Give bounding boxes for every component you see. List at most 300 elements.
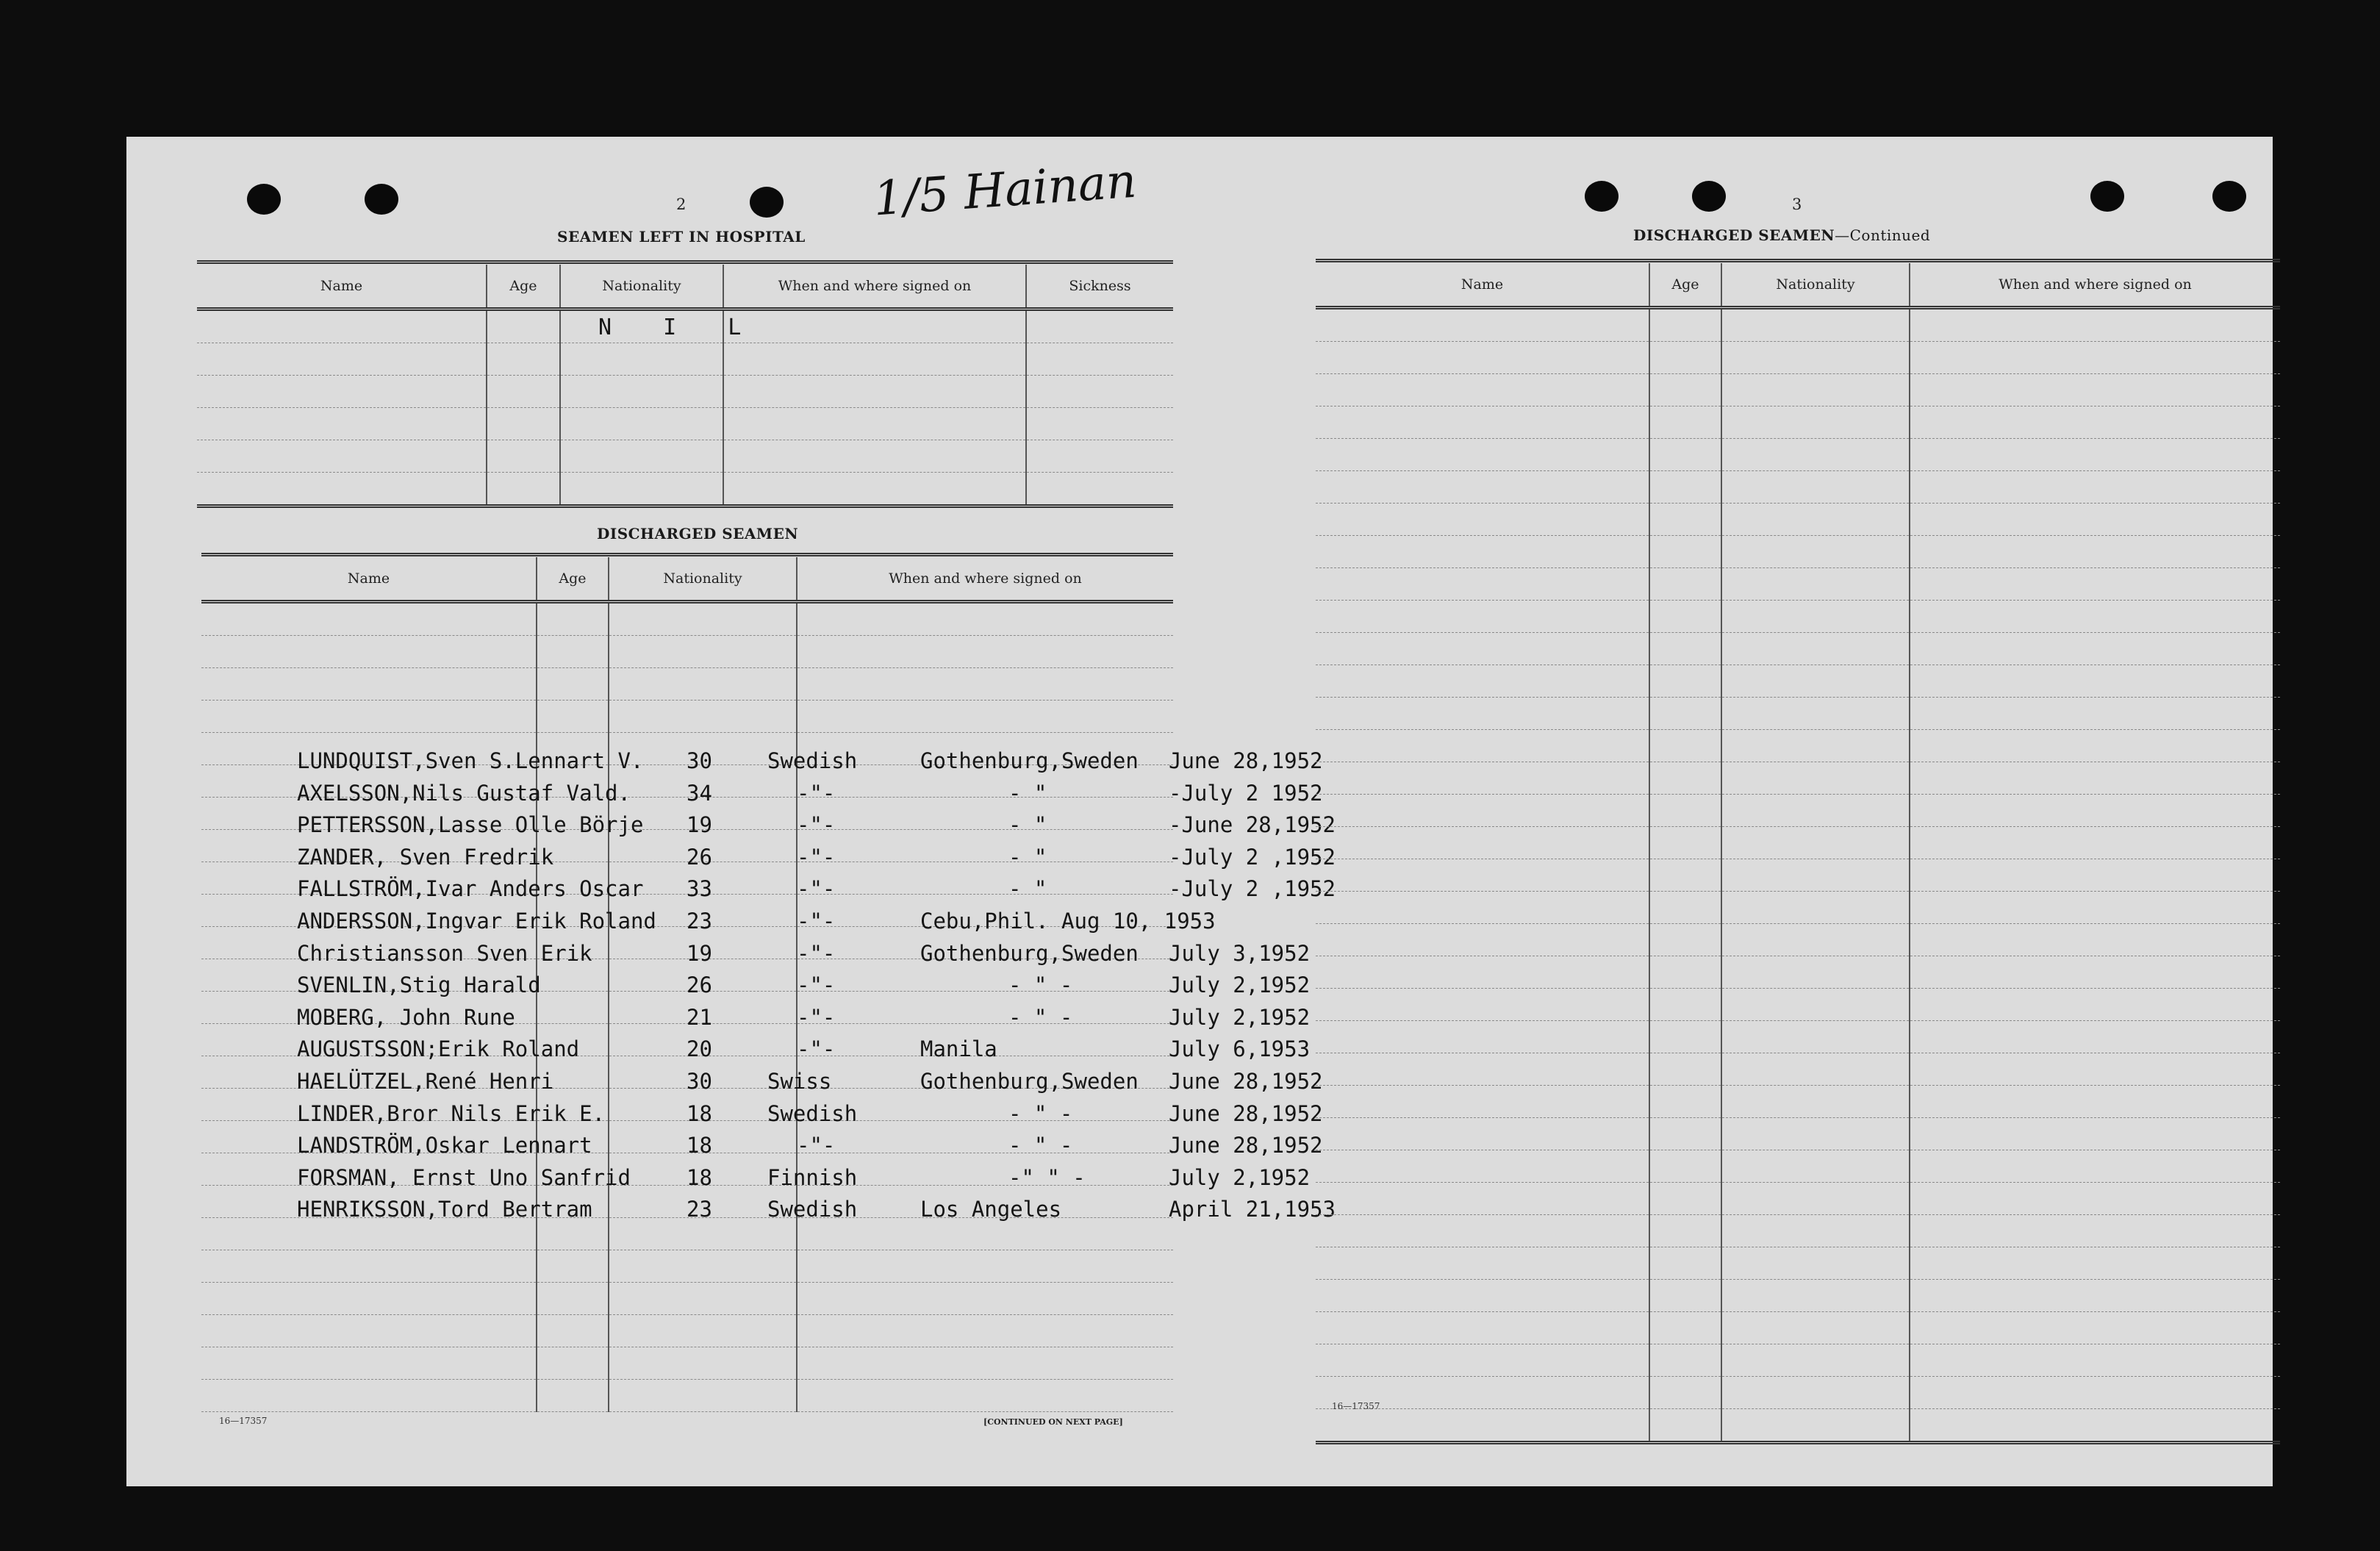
entry-place: Cebu,Phil. Aug 10, 1953 bbox=[920, 909, 1216, 934]
ledger-cell bbox=[1910, 795, 2280, 827]
ledger-cell bbox=[1649, 1280, 1721, 1312]
entry-name: HENRIKSSON,Tord Bertram bbox=[297, 1197, 592, 1222]
ledger-cell bbox=[1649, 406, 1721, 439]
column-header: Age bbox=[1649, 263, 1721, 308]
entry-age: 30 bbox=[687, 1069, 712, 1094]
ledger-cell bbox=[201, 602, 537, 636]
ledger-cell bbox=[1721, 1053, 1910, 1086]
ledger-cell bbox=[797, 798, 1173, 830]
left-page-number: 2 bbox=[676, 196, 687, 213]
ledger-row bbox=[1316, 342, 2280, 374]
hospital-top-rule bbox=[197, 260, 1173, 264]
ledger-row bbox=[1316, 1215, 2280, 1247]
ledger-row bbox=[1316, 1409, 2280, 1443]
ledger-cell bbox=[1316, 795, 1649, 827]
ledger-cell bbox=[1649, 308, 1721, 342]
entry-nationality: -"- bbox=[797, 844, 836, 870]
ledger-cell bbox=[609, 668, 797, 701]
ledger-cell bbox=[1721, 1312, 1910, 1344]
ledger-cell bbox=[1721, 308, 1910, 342]
left-form-number: 16—17357 bbox=[219, 1416, 268, 1426]
column-header: Age bbox=[487, 265, 560, 309]
ledger-cell bbox=[1316, 1280, 1649, 1312]
ledger-cell bbox=[537, 701, 609, 733]
ledger-row bbox=[201, 1218, 1173, 1250]
entry-place: Gothenburg,Sweden bbox=[920, 1069, 1139, 1094]
column-header: When and where signed on bbox=[723, 265, 1026, 309]
discharged-top-rule bbox=[201, 553, 1173, 556]
ledger-cell bbox=[201, 1380, 537, 1412]
ledger-cell bbox=[1649, 1247, 1721, 1280]
ledger-cell bbox=[1316, 859, 1649, 892]
ledger-cell bbox=[1649, 989, 1721, 1021]
hospital-table bbox=[197, 265, 1173, 508]
entry-age: 21 bbox=[687, 1004, 712, 1030]
ledger-cell bbox=[609, 1315, 797, 1347]
ledger-cell bbox=[797, 1380, 1173, 1412]
ledger-cell bbox=[609, 602, 797, 636]
ledger-row bbox=[1316, 1312, 2280, 1344]
ledger-cell bbox=[797, 636, 1173, 668]
entry-age: 18 bbox=[687, 1133, 712, 1158]
ledger-cell bbox=[201, 1250, 537, 1283]
entry-place: - " - bbox=[1008, 972, 1073, 998]
column-header: Age bbox=[537, 557, 609, 602]
entry-nationality: -"- bbox=[797, 1036, 836, 1062]
ledger-cell bbox=[1721, 762, 1910, 795]
ledger-cell bbox=[1649, 633, 1721, 665]
ledger-cell bbox=[1721, 1280, 1910, 1312]
ledger-cell bbox=[1649, 1150, 1721, 1183]
ledger-row bbox=[1316, 1053, 2280, 1086]
ledger-cell bbox=[1316, 536, 1649, 568]
ledger-cell bbox=[1721, 439, 1910, 471]
ledger-cell bbox=[537, 1347, 609, 1380]
ledger-cell bbox=[1649, 1215, 1721, 1247]
ledger-cell bbox=[609, 1218, 797, 1250]
column-header: Name bbox=[347, 570, 390, 587]
ledger-cell bbox=[1316, 924, 1649, 956]
ledger-cell bbox=[1910, 859, 2280, 892]
ledger-row bbox=[1316, 568, 2280, 601]
ledger-cell bbox=[537, 636, 609, 668]
entry-age: 26 bbox=[687, 844, 712, 870]
entry-place: - " - bbox=[1008, 1133, 1073, 1158]
ledger-cell bbox=[797, 602, 1173, 636]
ledger-cell bbox=[1910, 439, 2280, 471]
entry-nationality: -"- bbox=[797, 972, 836, 998]
ledger-cell bbox=[1910, 1053, 2280, 1086]
entry-date: April 21,1953 bbox=[1169, 1197, 1336, 1222]
entry-place: Gothenburg,Sweden bbox=[920, 940, 1139, 966]
column-header: When and where signed on bbox=[797, 557, 1173, 602]
ledger-row bbox=[201, 1283, 1173, 1315]
entry-place: - " - bbox=[1008, 1100, 1073, 1126]
entry-place: - " bbox=[1008, 780, 1047, 806]
ledger-cell bbox=[797, 992, 1173, 1024]
ledger-row bbox=[1316, 762, 2280, 795]
ledger-cell bbox=[1649, 601, 1721, 633]
ledger-row bbox=[1316, 1377, 2280, 1409]
entry-age: 34 bbox=[687, 780, 712, 806]
ledger-cell bbox=[609, 1250, 797, 1283]
ledger-cell bbox=[1316, 1053, 1649, 1086]
ledger-cell bbox=[1910, 1377, 2280, 1409]
entry-age: 26 bbox=[687, 972, 712, 998]
ledger-row bbox=[1316, 1021, 2280, 1053]
ledger-cell bbox=[1649, 1053, 1721, 1086]
entry-nationality: Swedish bbox=[767, 1197, 858, 1222]
right-page-title bbox=[1633, 226, 1930, 244]
ledger-cell bbox=[1910, 989, 2280, 1021]
ledger-cell bbox=[537, 1380, 609, 1412]
ledger-row bbox=[201, 668, 1173, 701]
ledger-cell bbox=[1910, 471, 2280, 504]
entry-nationality: Swedish bbox=[767, 748, 858, 773]
column-header: Nationality bbox=[560, 265, 723, 309]
column-header: Nationality bbox=[609, 557, 797, 602]
ledger-cell bbox=[797, 1250, 1173, 1283]
entry-age: 18 bbox=[687, 1164, 712, 1190]
ledger-cell bbox=[1910, 536, 2280, 568]
ledger-row bbox=[1316, 374, 2280, 406]
ledger-cell bbox=[1316, 698, 1649, 730]
binder-hole bbox=[1585, 181, 1619, 212]
ledger-cell bbox=[1649, 665, 1721, 698]
ledger-row bbox=[201, 636, 1173, 668]
ledger-cell bbox=[1721, 633, 1910, 665]
ledger-sheet bbox=[126, 137, 2273, 1486]
ledger-row bbox=[1316, 1280, 2280, 1312]
binder-hole bbox=[2090, 181, 2124, 212]
ledger-cell bbox=[1910, 762, 2280, 795]
ledger-row bbox=[1316, 439, 2280, 471]
ledger-row bbox=[1316, 1118, 2280, 1150]
ledger-row bbox=[1316, 827, 2280, 859]
entry-place: - " bbox=[1008, 876, 1047, 902]
ledger-cell bbox=[1721, 536, 1910, 568]
ledger-cell bbox=[1721, 924, 1910, 956]
ledger-cell bbox=[1649, 730, 1721, 762]
ledger-row bbox=[1316, 989, 2280, 1021]
entry-nationality: -"- bbox=[797, 940, 836, 966]
ledger-cell bbox=[1316, 568, 1649, 601]
ledger-cell bbox=[1649, 439, 1721, 471]
entry-age: 19 bbox=[687, 812, 712, 838]
ledger-cell bbox=[1316, 374, 1649, 406]
ledger-cell bbox=[1316, 406, 1649, 439]
ledger-cell bbox=[797, 1218, 1173, 1250]
ledger-cell bbox=[1721, 1150, 1910, 1183]
entry-date: July 2,1952 bbox=[1169, 1004, 1311, 1030]
ledger-cell bbox=[1316, 665, 1649, 698]
entry-nationality: Finnish bbox=[767, 1164, 858, 1190]
ledger-cell bbox=[1649, 471, 1721, 504]
handwritten-annotation: 1/5 Hainan bbox=[871, 154, 1139, 227]
ledger-cell bbox=[1721, 1183, 1910, 1215]
ledger-cell bbox=[797, 830, 1173, 862]
ledger-cell bbox=[1910, 698, 2280, 730]
entry-age: 23 bbox=[687, 909, 712, 934]
ledger-cell bbox=[1316, 1409, 1649, 1443]
ledger-cell bbox=[797, 668, 1173, 701]
ledger-cell bbox=[1721, 730, 1910, 762]
entry-name: AXELSSON,Nils Gustaf Vald. bbox=[297, 780, 631, 806]
ledger-row bbox=[201, 1315, 1173, 1347]
entry-date: July 3,1952 bbox=[1169, 940, 1311, 966]
entry-date: -July 2 ,1952 bbox=[1169, 844, 1336, 870]
ledger-cell bbox=[1721, 859, 1910, 892]
ledger-cell bbox=[1316, 762, 1649, 795]
right-discharged-table bbox=[1316, 263, 2280, 1444]
ledger-cell bbox=[201, 701, 537, 733]
ledger-cell bbox=[1316, 1086, 1649, 1118]
ledger-cell bbox=[1721, 827, 1910, 859]
hospital-section-title: SEAMEN LEFT IN HOSPITAL bbox=[557, 228, 806, 246]
ledger-cell bbox=[1910, 342, 2280, 374]
ledger-cell bbox=[1910, 308, 2280, 342]
ledger-cell bbox=[537, 1315, 609, 1347]
ledger-cell bbox=[1910, 601, 2280, 633]
entry-age: 30 bbox=[687, 748, 712, 773]
ledger-row bbox=[1316, 406, 2280, 439]
ledger-row bbox=[1316, 665, 2280, 698]
entry-date: July 6,1953 bbox=[1169, 1036, 1311, 1062]
ledger-cell bbox=[201, 1283, 537, 1315]
entry-place: - " - bbox=[1008, 1004, 1073, 1030]
ledger-cell bbox=[1649, 1021, 1721, 1053]
ledger-cell bbox=[1721, 956, 1910, 989]
ledger-cell bbox=[1721, 601, 1910, 633]
ledger-cell bbox=[201, 1347, 537, 1380]
ledger-cell bbox=[1316, 892, 1649, 924]
entry-age: 19 bbox=[687, 940, 712, 966]
entry-place: - " bbox=[1008, 844, 1047, 870]
ledger-cell bbox=[1721, 795, 1910, 827]
entry-name: FALLSTRÖM,Ivar Anders Oscar bbox=[297, 876, 644, 902]
right-title-continued: —Continued bbox=[1835, 226, 1931, 244]
ledger-cell bbox=[1721, 1118, 1910, 1150]
ledger-row bbox=[201, 1380, 1173, 1412]
entry-nationality: -"- bbox=[797, 812, 836, 838]
ledger-cell bbox=[1910, 1183, 2280, 1215]
ledger-cell bbox=[1649, 536, 1721, 568]
ledger-cell bbox=[201, 636, 537, 668]
ledger-row bbox=[1316, 795, 2280, 827]
column-header: Sickness bbox=[1026, 265, 1173, 309]
ledger-cell bbox=[1316, 308, 1649, 342]
ledger-cell bbox=[1649, 1377, 1721, 1409]
ledger-cell bbox=[1721, 1086, 1910, 1118]
ledger-cell bbox=[1316, 989, 1649, 1021]
ledger-cell bbox=[1721, 989, 1910, 1021]
ledger-cell bbox=[537, 1218, 609, 1250]
ledger-cell bbox=[1649, 504, 1721, 536]
entry-date: -June 28,1952 bbox=[1169, 812, 1336, 838]
ledger-cell bbox=[609, 701, 797, 733]
right-top-rule bbox=[1316, 259, 2280, 262]
column-header: Name bbox=[1460, 276, 1504, 293]
ledger-cell bbox=[537, 992, 609, 1024]
ledger-cell bbox=[1316, 1215, 1649, 1247]
ledger-row bbox=[201, 701, 1173, 733]
ledger-cell bbox=[1910, 730, 2280, 762]
ledger-cell bbox=[1910, 1021, 2280, 1053]
ledger-cell bbox=[1649, 795, 1721, 827]
ledger-cell bbox=[1649, 1118, 1721, 1150]
entry-date: July 2,1952 bbox=[1169, 972, 1311, 998]
ledger-cell bbox=[797, 1347, 1173, 1380]
right-form-number: 16—17357 bbox=[1332, 1401, 1380, 1411]
ledger-cell bbox=[1721, 504, 1910, 536]
hospital-nil-entry: N I L bbox=[598, 315, 761, 340]
entry-nationality: -"- bbox=[797, 1004, 836, 1030]
binder-hole bbox=[1692, 181, 1726, 212]
ledger-row bbox=[1316, 892, 2280, 924]
ledger-cell bbox=[1316, 1150, 1649, 1183]
entry-date: June 28,1952 bbox=[1169, 748, 1323, 773]
ledger-cell bbox=[1910, 1280, 2280, 1312]
ledger-cell bbox=[1721, 374, 1910, 406]
ledger-cell bbox=[797, 1315, 1173, 1347]
ledger-cell bbox=[1721, 342, 1910, 374]
entry-name: ZANDER, Sven Fredrik bbox=[297, 844, 554, 870]
ledger-cell bbox=[537, 602, 609, 636]
right-page-number: 3 bbox=[1792, 196, 1802, 213]
ledger-row bbox=[1316, 698, 2280, 730]
ledger-cell bbox=[1316, 342, 1649, 374]
ledger-cell bbox=[1910, 1247, 2280, 1280]
ledger-cell bbox=[609, 1283, 797, 1315]
ledger-cell bbox=[1721, 1409, 1910, 1443]
ledger-row bbox=[1316, 601, 2280, 633]
ledger-cell bbox=[1910, 1344, 2280, 1377]
ledger-cell bbox=[1316, 439, 1649, 471]
ledger-cell bbox=[1316, 601, 1649, 633]
ledger-cell bbox=[1910, 1086, 2280, 1118]
entry-date: -July 2 1952 bbox=[1169, 780, 1323, 806]
ledger-cell bbox=[1649, 1312, 1721, 1344]
ledger-row bbox=[1316, 471, 2280, 504]
ledger-cell bbox=[1316, 1312, 1649, 1344]
ledger-cell bbox=[1649, 698, 1721, 730]
ledger-cell bbox=[1316, 633, 1649, 665]
entry-date: -July 2 ,1952 bbox=[1169, 876, 1336, 902]
ledger-cell bbox=[201, 1315, 537, 1347]
entry-place: Los Angeles bbox=[920, 1197, 1062, 1222]
ledger-cell bbox=[1910, 406, 2280, 439]
ledger-cell bbox=[1649, 1086, 1721, 1118]
ledger-cell bbox=[1316, 730, 1649, 762]
ledger-cell bbox=[1316, 471, 1649, 504]
binder-hole bbox=[2212, 181, 2246, 212]
ledger-cell bbox=[1910, 1312, 2280, 1344]
right-title-main: DISCHARGED SEAMEN bbox=[1633, 226, 1835, 244]
ledger-cell bbox=[1910, 374, 2280, 406]
entry-name: ANDERSSON,Ingvar Erik Roland bbox=[297, 909, 656, 934]
ledger-row bbox=[1316, 1183, 2280, 1215]
column-header: Nationality bbox=[1721, 263, 1910, 308]
ledger-cell bbox=[1721, 665, 1910, 698]
entry-date: June 28,1952 bbox=[1169, 1100, 1323, 1126]
entry-place: Manila bbox=[920, 1036, 997, 1062]
ledger-cell bbox=[609, 636, 797, 668]
ledger-cell bbox=[1910, 1409, 2280, 1443]
entry-date: July 2,1952 bbox=[1169, 1164, 1311, 1190]
ledger-cell bbox=[537, 1283, 609, 1315]
ledger-cell bbox=[1316, 956, 1649, 989]
entry-age: 23 bbox=[687, 1197, 712, 1222]
ledger-cell bbox=[1649, 859, 1721, 892]
ledger-row bbox=[1316, 956, 2280, 989]
ledger-row bbox=[1316, 504, 2280, 536]
ledger-cell bbox=[1316, 1118, 1649, 1150]
ledger-cell bbox=[1316, 1247, 1649, 1280]
ledger-cell bbox=[537, 668, 609, 701]
entry-nationality: -"- bbox=[797, 1133, 836, 1158]
discharged-section-title: DISCHARGED SEAMEN bbox=[597, 525, 799, 542]
ledger-cell bbox=[1910, 568, 2280, 601]
ledger-cell bbox=[797, 1283, 1173, 1315]
entry-name: LUNDQUIST,Sven S.Lennart V. bbox=[297, 748, 644, 773]
ledger-cell bbox=[1649, 342, 1721, 374]
entry-name: Christiansson Sven Erik bbox=[297, 940, 592, 966]
binder-hole bbox=[750, 187, 784, 218]
ledger-cell bbox=[1910, 504, 2280, 536]
column-header: Name bbox=[320, 278, 363, 294]
ledger-cell bbox=[1316, 827, 1649, 859]
ledger-cell bbox=[1910, 1215, 2280, 1247]
entry-name: LANDSTRÖM,Oskar Lennart bbox=[297, 1133, 592, 1158]
ledger-cell bbox=[609, 1347, 797, 1380]
entry-name: LINDER,Bror Nils Erik E. bbox=[297, 1100, 606, 1126]
ledger-cell bbox=[1649, 374, 1721, 406]
ledger-cell bbox=[1910, 892, 2280, 924]
ledger-row bbox=[201, 1250, 1173, 1283]
entry-name: PETTERSSON,Lasse Olle Börje bbox=[297, 812, 644, 838]
ledger-row bbox=[1316, 1247, 2280, 1280]
ledger-cell bbox=[201, 1218, 537, 1250]
ledger-cell bbox=[1721, 1377, 1910, 1409]
ledger-cell bbox=[1649, 924, 1721, 956]
entry-place: - " bbox=[1008, 812, 1047, 838]
binder-hole bbox=[247, 184, 281, 215]
ledger-cell bbox=[1649, 827, 1721, 859]
ledger-cell bbox=[1649, 1183, 1721, 1215]
ledger-cell bbox=[1721, 892, 1910, 924]
ledger-cell bbox=[1649, 892, 1721, 924]
ledger-cell bbox=[1721, 1215, 1910, 1247]
entry-nationality: -"- bbox=[797, 876, 836, 902]
ledger-cell bbox=[1316, 1344, 1649, 1377]
ledger-row bbox=[1316, 859, 2280, 892]
ledger-cell bbox=[201, 668, 537, 701]
entry-age: 18 bbox=[687, 1100, 712, 1126]
ledger-cell bbox=[537, 1250, 609, 1283]
ledger-cell bbox=[1649, 956, 1721, 989]
ledger-cell bbox=[1910, 1150, 2280, 1183]
entry-place: Gothenburg,Sweden bbox=[920, 748, 1139, 773]
continued-note: [CONTINUED ON NEXT PAGE] bbox=[983, 1417, 1123, 1427]
ledger-row bbox=[1316, 308, 2280, 342]
ledger-row bbox=[1316, 1344, 2280, 1377]
ledger-cell bbox=[797, 701, 1173, 733]
entry-name: SVENLIN,Stig Harald bbox=[297, 972, 541, 998]
ledger-cell bbox=[1721, 1344, 1910, 1377]
ledger-row bbox=[201, 1347, 1173, 1380]
ledger-row bbox=[1316, 1150, 2280, 1183]
ledger-cell bbox=[1649, 568, 1721, 601]
